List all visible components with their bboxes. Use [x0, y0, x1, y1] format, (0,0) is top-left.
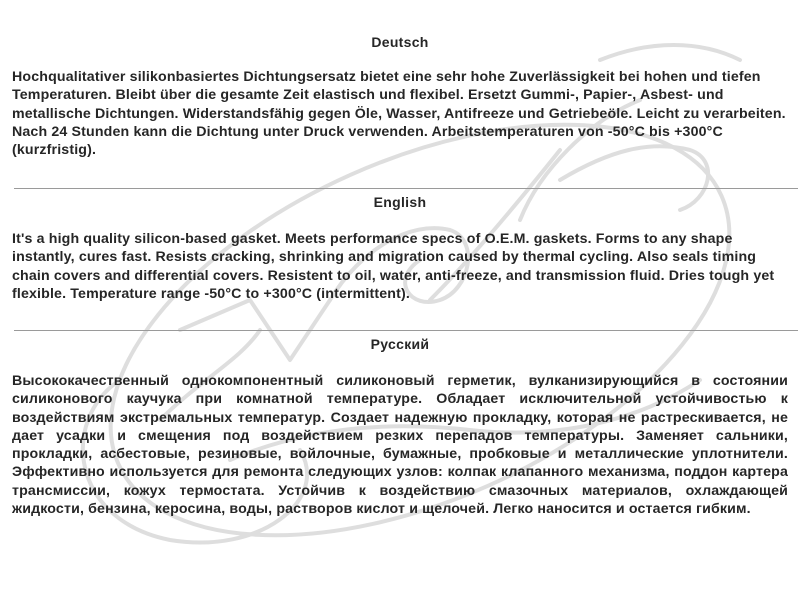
divider	[14, 188, 798, 189]
divider	[14, 330, 798, 331]
text-english: It's a high quality silicon-based gasket. Meets performance specs of O.E.M. gaskets. Forms to any shape instantly, cures fast. Resists cracking, shrinking and migration caused by thermal cycling. Also seals timing chain covers and differential covers. Resistent to oil, water, anti-freeze, and transmission fluid. Dries tough yet flexible. Temperature range -50°C to +300°C (intermittent).	[12, 231, 775, 302]
text-deutsch: Hochqualitativer silikonbasiertes Dichtungsersatz bietet eine sehr hohe Zuverlässigkeit bei hohen und tiefen Temperaturen. Bleibt über die gesamte Zeit elastisch und flexibel. Ersetzt Gummi-, Papier-, Asbest- und metallische Dichtungen. Widerstandsfähig gegen Öle, Wasser, Antifreeze und Getriebeöle. Leicht zu verarbeiten. Nach 24 Stunden kann die Dichtung unter Druck verwenden. Arbeitstemperaturen von -50°C bis +300°C (kurzfristig).	[12, 69, 786, 159]
heading-english: English	[373, 194, 427, 210]
text-russian: Высококачественный однокомпонентный силиконовый герметик, вулканизирующийся в состоянии силиконового каучука при комнатной температуре. Обладает исключительной устойчивостью к воздействиям экстремальных температур. Создает надежную прокладку, которая не растрескивается, не дает усадки и смещения под воздействием резких перепадов температуры. Заменяет сальники, прокладки, асбестовые, резиновые, войлочные, бумажные, пробковые и металлические уплотнители. Эффективно используется для ремонта следующих узлов: колпак клапанного механизма, поддон картера трансмиссии, кожух термостата. Устойчив к воздействию смазочных материалов, охлаждающей жидкости, бензина, керосина, воды, растворов кислот и щелочей. Легко наносится и остается гибким.	[12, 373, 788, 518]
heading-deutsch: Deutsch	[371, 34, 429, 50]
heading-russian: Русский	[370, 336, 430, 352]
